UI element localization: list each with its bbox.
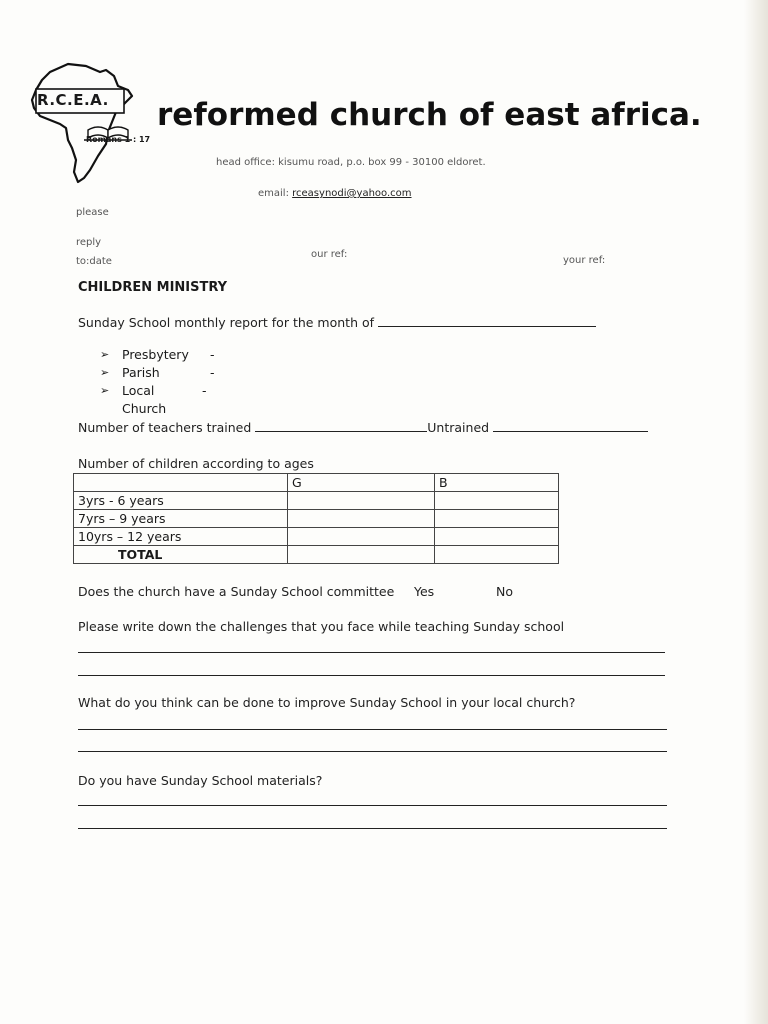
improve-answer-line-2[interactable] [78, 751, 667, 752]
table-cell [74, 474, 288, 492]
logo-verse: Romans 1 : 17 [86, 135, 151, 144]
boys-total-cell[interactable] [435, 546, 559, 564]
age-range: 10yrs – 12 years [74, 528, 288, 546]
list-item: ➢ Local Church - [100, 383, 207, 416]
challenges-answer-line-1[interactable] [78, 652, 665, 653]
boys-cell[interactable] [435, 528, 559, 546]
email-line [258, 188, 412, 199]
table-header-row [74, 474, 559, 492]
age-range: 3yrs - 6 years [74, 492, 288, 510]
table-row [74, 528, 559, 546]
report-month-field[interactable] [378, 326, 596, 327]
no-option[interactable]: No [496, 584, 513, 599]
ages-table [73, 473, 559, 564]
girls-cell[interactable] [288, 510, 435, 528]
committee-question: Does the church have a Sunday School committee [78, 584, 395, 599]
untrained-field[interactable] [493, 431, 648, 432]
girls-cell[interactable] [288, 492, 435, 510]
col-g-header: G [288, 474, 435, 492]
table-row [74, 510, 559, 528]
challenges-question: Please write down the challenges that you face while teaching Sunday school [78, 619, 565, 634]
please-label: please [76, 207, 109, 218]
arrow-bullet-icon: ➢ [100, 366, 110, 379]
email-label: email: [258, 188, 289, 199]
church-title: reformed church of east africa. [157, 97, 702, 133]
table-row [74, 492, 559, 510]
head-office: head office: kisumu road, p.o. box 99 - 30100 eldoret. [216, 157, 486, 168]
table-total-row [74, 546, 559, 564]
age-range: 7yrs – 9 years [74, 510, 288, 528]
section-heading: CHILDREN MINISTRY [78, 280, 228, 295]
teachers-trained-field[interactable] [255, 431, 427, 432]
total-label: TOTAL [74, 546, 288, 564]
report-month-row [78, 315, 596, 330]
level-list [100, 346, 215, 416]
yes-option[interactable]: Yes [414, 584, 435, 599]
arrow-bullet-icon: ➢ [100, 384, 110, 397]
children-ages-label: Number of children according to ages [78, 456, 314, 471]
untrained-label: Untrained [427, 420, 490, 435]
africa-map-logo [28, 60, 158, 190]
boys-cell[interactable] [435, 510, 559, 528]
page-edge-shadow [744, 0, 768, 1024]
list-item: ➢ Presbytery - [100, 347, 215, 362]
materials-answer-line-1[interactable] [78, 805, 667, 806]
to-date-label: to:date [76, 256, 112, 267]
boys-cell[interactable] [435, 492, 559, 510]
girls-cell[interactable] [288, 528, 435, 546]
col-b-header: B [435, 474, 559, 492]
email-link[interactable]: rceasynodi@yahoo.com [292, 188, 412, 199]
logo-text: R.C.E.A. [37, 91, 109, 109]
arrow-bullet-icon: ➢ [100, 348, 110, 361]
report-month-label: Sunday School monthly report for the month of [78, 315, 375, 330]
reply-label: reply [76, 237, 102, 248]
teachers-row [78, 420, 648, 435]
materials-question: Do you have Sunday School materials? [78, 773, 323, 788]
challenges-answer-line-2[interactable] [78, 675, 665, 676]
teachers-trained-label: Number of teachers trained [78, 420, 252, 435]
your-ref-label: your ref: [563, 255, 606, 266]
materials-answer-line-2[interactable] [78, 828, 667, 829]
improve-answer-line-1[interactable] [78, 729, 667, 730]
girls-total-cell[interactable] [288, 546, 435, 564]
improve-question: What do you think can be done to improve Sunday School in your local church? [78, 695, 576, 710]
our-ref-label: our ref: [311, 249, 348, 260]
list-item: ➢ Parish - [100, 365, 215, 380]
